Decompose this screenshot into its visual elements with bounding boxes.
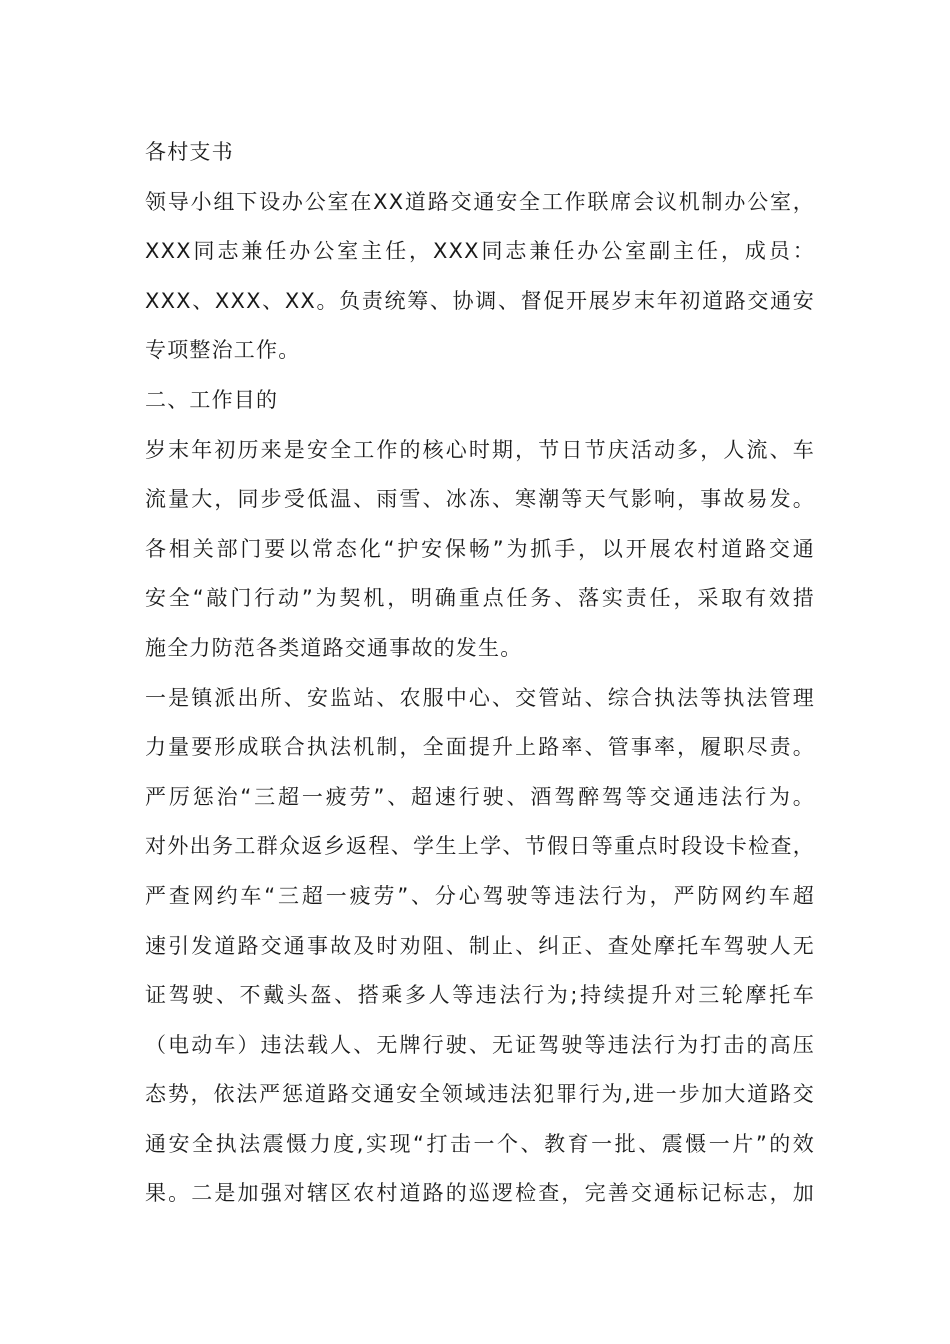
text-line: 通安全执法震慑力度,实现“打击一个、教育一批、震慑一片”的效 (145, 1131, 815, 1156)
text-line: 流量大，同步受低温、雨雪、冰冻、寒潮等天气影响，事故易发。 (145, 487, 815, 512)
text-line: XXX同志兼任办公室主任，XXX同志兼任办公室副主任，成员： (145, 239, 815, 264)
text-line: （电动车）违法载人、无牌行驶、无证驾驶等违法行为打击的高压 (145, 1032, 815, 1057)
text-line: 严厉惩治“三超一疲劳”、超速行驶、酒驾醉驾等交通违法行为。 (145, 784, 815, 809)
section-heading-work-purpose: 二、工作目的 (145, 387, 279, 412)
text-line: 果。二是加强对辖区农村道路的巡逻检查，完善交通标记标志，加 (145, 1181, 815, 1206)
text-line: 力量要形成联合执法机制，全面提升上路率、管事率，履职尽责。 (145, 735, 815, 760)
text-line: XXX、XXX、XX。负责统筹、协调、督促开展岁末年初道路交通安 (145, 288, 815, 313)
text-line: 一是镇派出所、安监站、农服中心、交管站、综合执法等执法管理 (145, 685, 815, 710)
text-line: 态势，依法严惩道路交通安全领域违法犯罪行为,进一步加大道路交 (145, 1082, 815, 1107)
text-line-heading-village-secretary: 各村支书 (145, 140, 234, 164)
text-line: 对外出务工群众返乡返程、学生上学、节假日等重点时段设卡检查， (145, 834, 815, 859)
text-line: 速引发道路交通事故及时劝阻、制止、纠正、查处摩托车驾驶人无 (145, 933, 815, 958)
document-body (145, 128, 815, 1219)
text-line: 严查网约车“三超一疲劳”、分心驾驶等违法行为，严防网约车超 (145, 883, 815, 908)
text-line: 安全“敲门行动”为契机，明确重点任务、落实责任，采取有效措 (145, 586, 815, 611)
text-line: 各相关部门要以常态化“护安保畅”为抓手，以开展农村道路交通 (145, 536, 815, 561)
text-line: 专项整治工作。 (145, 338, 301, 363)
text-line: 岁末年初历来是安全工作的核心时期，节日节庆活动多，人流、车 (145, 437, 815, 462)
text-line: 施全力防范各类道路交通事故的发生。 (145, 635, 523, 660)
text-line: 证驾驶、不戴头盔、搭乘多人等违法行为;持续提升对三轮摩托车 (145, 983, 815, 1008)
text-line: 领导小组下设办公室在XX道路交通安全工作联席会议机制办公室， (145, 189, 815, 214)
